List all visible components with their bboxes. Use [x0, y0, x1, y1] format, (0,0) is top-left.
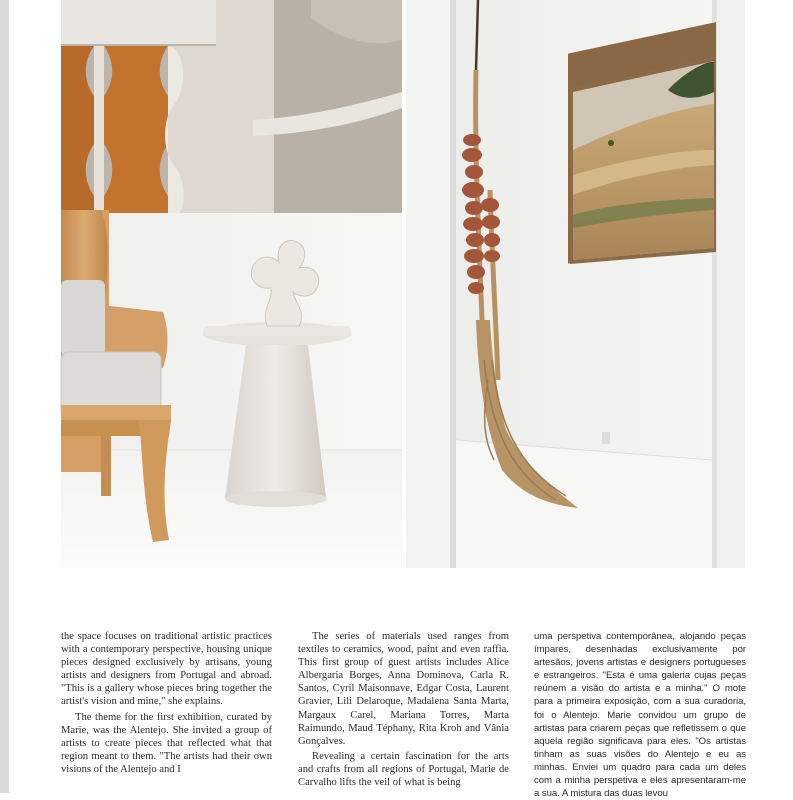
- article-column-1: [61, 630, 272, 793]
- landscape-painting: [568, 22, 716, 264]
- article-paragraph: Revealing a certain fascination for the arts and crafts from all regions of Portugal, Marie de Carvalho lifts the veil of what is being: [298, 750, 509, 789]
- article-paragraph: the space focuses on traditional artistic practices with a contemporary perspective, housing unique pieces designed exclusively by artisans, young artists and designers from Portugal and abroad. "This is a gallery whose pieces bring together the artist's vision and mine," she explains.: [61, 631, 272, 708]
- photo-gallery-interior-left: [61, 0, 402, 568]
- article-paragraph: uma perspetiva contemporânea, alojando peças ímpares, desenhadas exclusivamente por artesãos, jovens artistas e designers portugueses e estrangeiros. "Esta é uma galeria cujas peças reúnem a visão do artista e a minha." O mote para a primeira exposição, com a sua curadoria, foi o Alentejo. Marie convidou um grupo de artistas para criarem peças que refletissem o que aquela região significava para eles. "Os artistas tinham as suas visões do Alentejo e eu as minhas. Enviei um quadro para cada um deles com a minha perspetiva e eles apresentaram-me a sua. A mistura das duas levou: [534, 631, 746, 800]
- article-paragraph: The series of materials used ranges from textiles to ceramics, wood, paint and even raffia. This first group of guest artists includes Alice Albergaria Borges, Anna Dominova, Carla R. Santos, Cyril Maisonnave, Edgar Costa, Laurent Gravier, Lili Delaroque, Madalena Santa Marta, Margaux Carel, Mariana Torres, Marta Raimundo, Maud Téphany, Rita Kroh and Vânia Gonçalves.: [298, 631, 509, 747]
- article-paragraph: The theme for the first exhibition, curated by Marie, was the Alentejo. She invited a group of artists to create pieces that reflected what that region meant to them. "The artists had their own visions of the Alentejo and I: [61, 711, 272, 775]
- article-column-3-portuguese: [534, 630, 746, 800]
- photo-gallery-interior-right: [406, 0, 745, 568]
- page-edge: [0, 0, 9, 793]
- article-column-2: [298, 630, 509, 793]
- textile-artwork: [61, 0, 402, 213]
